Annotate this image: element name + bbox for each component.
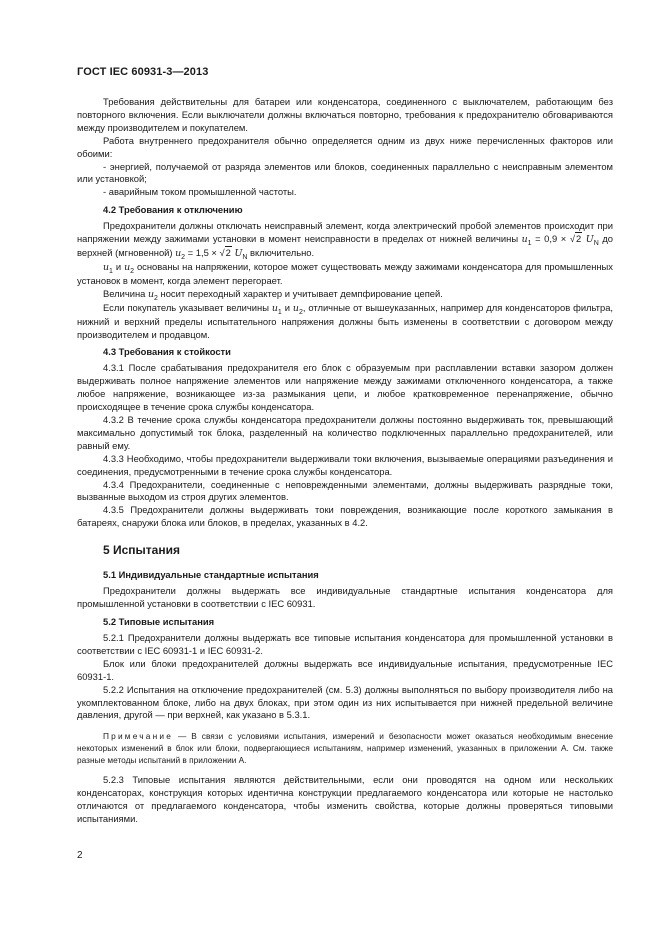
paragraph-buyer-values: Если покупатель указывает величины $u_1$ и $u_2$, отличные от вышеуказанных, например для конденсаторов фильтра, нижний и верхний пределы испытательного напряжения должны быть изменены в соответствии с договором между производителем и продавцом. [77, 301, 614, 340]
paragraph-4-3-5: 4.3.5 Предохранители должны выдерживать токи повреждения, возникающие после короткого замыкания в батареях, снаружи блока или блоков, в пределах, указанных в 4.2. [77, 504, 613, 529]
document-header: ГОСТ IEC 60931-3—2013 [77, 66, 209, 78]
paragraph-internal-fuse: Работа внутреннего предохранителя обычно определяется одним из двух ниже перечисленных факторов или обоими: [77, 134, 613, 159]
list-item-fault-current: - аварийным током промышленной частоты. [103, 186, 297, 198]
section-4-3-heading: 4.3 Требования к стойкости [103, 346, 231, 358]
page-number: 2 [77, 850, 83, 861]
section-5-2-heading: 5.2 Типовые испытания [103, 616, 215, 627]
paragraph-4-3-4: 4.3.4 Предохранители, соединенные с неповрежденными элементами, должны выдерживать разрядные токи, вызванные выходом из строя других элементов. [77, 478, 613, 503]
sqrt-symbol: √2 [569, 233, 582, 245]
paragraph-5-2-2: 5.2.2 Испытания на отключение предохранителей (см. 5.3) должны выполняться по выбору производителя либо на укомплектованном блоке, либо на двух блоках, при этом один из них испытывается при нижней предельной величине давления, другой — при верхней, как указано в 5.3.1. [77, 683, 613, 721]
paragraph-disconnect: Предохранители должны отключать неисправный элемент, когда электрический пробой элементов происходит при напряжении между зажимами установки в момент неисправности в пределах от нижней величины $u_1 = 0,9 \times √2$ $U_N$ до верхней (мгновенной) $u_2 = 1,5 \times √2$ $U_N$ включительно. [77, 220, 613, 261]
section-5-1-heading: 5.1 Индивидуальные стандартные испытания [103, 569, 319, 581]
note-paragraph: Примечание — В связи с условиями испытания, измерений и безопасности может оказаться необходимым внесение некоторых изменений в блок или блоки, подвергающиеся испытаниям, например изменений, указанных в приложении А. См. также разные методы испытаний в приложении А. [77, 731, 613, 766]
paragraph-u1-u2: $u_1$ и $u_2$ основаны на напряжении, которое может существовать между зажимами конденсатора для промышленных установок в момент, когда элемент перегорает. [77, 260, 613, 286]
document-body [77, 96, 613, 826]
paragraph-4-3-2: 4.3.2 В течение срока службы конденсатора предохранители должны постоянно выдерживать ток, превышающий максимально допустимый ток блока, разделенный на количество подключенных параллельно предохранителей, или равный ему. [77, 414, 613, 451]
list-item-energy: - энергией, получаемой от разряда элементов или блоков, соединенных параллельно с неисправным элементом или установкой; [77, 160, 613, 185]
paragraph-5-2-3: 5.2.3 Типовые испытания являются действительными, если они проводятся на одном или нескольких конденсаторах, конструкция которых идентична конструкции предлагаемого конденсатора или которые не настолько отличаются от предлагаемого конденсатора, чтобы изменить свойства, которые должны проверяться типовыми испытаниями. [77, 774, 613, 825]
paragraph-5-1: Предохранители должны выдержать все индивидуальные стандартные испытания конденсатора для промышленной установки в соответствии с IEC 60931. [77, 585, 613, 610]
paragraph-4-3-1: 4.3.1 После срабатывания предохранителя его блок с образуемым при расплавлении вставки зазором должен выдерживать полное напряжение элементов или напряжение между зажимами отключенного конденсатора, а также любое напряжение, возникающее из-за размыкания цепи, и любое кратковременное перенапряжение, обычно происходящее в течение срока службы конденсатора. [77, 362, 613, 413]
section-5-heading: 5 Испытания [103, 543, 180, 558]
sqrt-symbol: √2 [219, 247, 231, 259]
section-4-2-heading: 4.2 Требования к отключению [103, 204, 243, 216]
paragraph-5-2-1-b: Блок или блоки предохранителей должны выдержать все индивидуальные испытания, предусмотренные IEC 60931-1. [77, 657, 613, 682]
paragraph-4-3-3: 4.3.3 Необходимо, чтобы предохранители выдерживали токи включения, вызываемые операциями разъединения и соединения, предусмотренными в течение срока службы конденсатора. [77, 452, 613, 477]
paragraph-u2-transient: Величина $u_2$ носит переходный характер и учитывает демпфирование цепей. [103, 287, 443, 302]
paragraph-requirements: Требования действительны для батареи или конденсатора, соединенного с выключателем, работающим без повторного включения. Если выключатели должны включаться повторно, требования к предохранителю обговариваются между производителем и покупателем. [77, 96, 613, 133]
paragraph-5-2-1: 5.2.1 Предохранители должны выдержать все типовые испытания конденсатора для промышленной установки в соответствии с IEC 60931-1 и IEC 60931-2. [77, 632, 613, 656]
